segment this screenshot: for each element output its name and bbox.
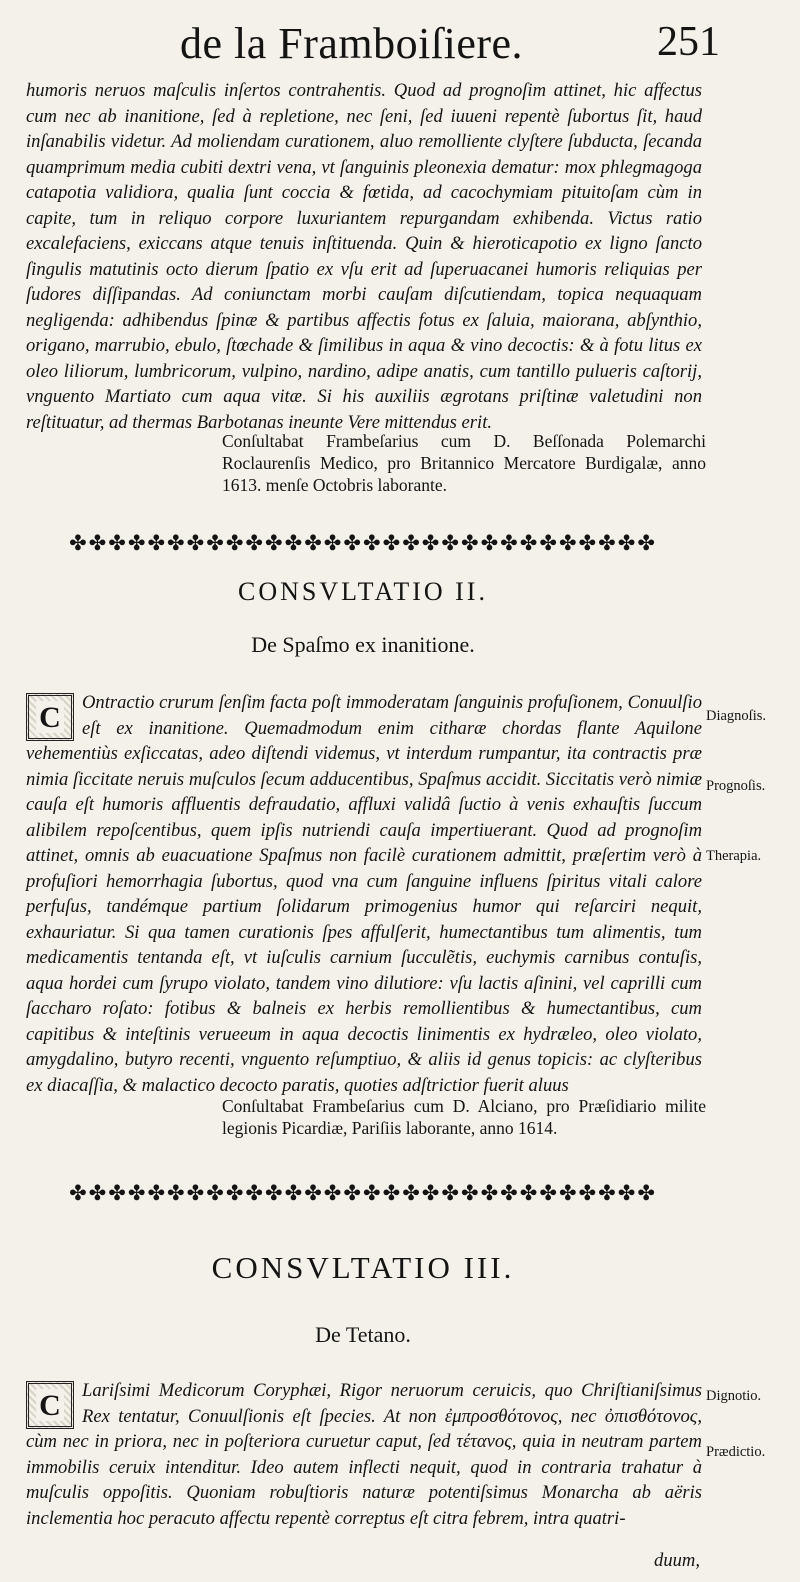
- section1-text: [26, 78, 702, 435]
- page-header: [180, 18, 720, 74]
- catchword: duum,: [654, 1550, 700, 1571]
- consultatio2-note: Conſultabat Frambeſarius cum D. Alciano, pro Præſidiario milite legionis Picardiæ, Pariſiis laborante, anno 1614.: [222, 1096, 706, 1138]
- section1-paragraph: humoris neruos maſculis inſertos contrahentis. Quod ad prognoſim attinet, hic affectus cum nec ab inanitione, ſed à repletione, nec ſeni, ſed iuueni repentè ſubortus ſit, haud inſanabilis videtur. Ad moliendam curationem, aluo remolliente clyſtere ſubducta, ſecanda quamprimum media cubiti dextri vena, vt ſanguinis pleonexia dematur: mox phlegmagoga catapotia validiora, qualia ſunt coccia & fœtida, ad cacochymiam pituitoſam cùm in capite, tum in reliquo corpore luxuriantem repurgandam exhibenda. Victus ratio excalefaciens, exiccans atque tenuis inſtituenda. Quin & hieroticapotio ex ligno ſancto ſingulis matutinis octo dierum ſpatio ex vſu erit ad ſuperuacanei humoris reliquias per ſudores diſſipandas. Ad coniunctam morbi cauſam diſcutiendam, topica nequaquam negligenda: adhibendus ſpinæ & partibus affectis fotus ex ſaluia, maiorana, abſynthio, origano, marrubio, ebulo, ſtœchade & ſimilibus in aqua & vino decoctis: & à fotu litus ex oleo liliorum, lumbricorum, vulpino, nardino, adipe anatis, cum tantillo pulueris caſtorij, vnguento Martiato cum aqua vitæ. Si his auxiliis ægrotans priſtinæ valetudini non reſtituatur, ad thermas Barbotanas ineunte Vere mittendus erit.: [26, 80, 702, 433]
- drop-cap-initial: [26, 1381, 74, 1429]
- drop-cap-initial: [26, 693, 74, 741]
- consultatio2-text: [26, 690, 702, 1098]
- consultatio2-subheading: De Spaſmo ex inanitione.: [251, 632, 475, 657]
- ornament-divider: ✤✤✤✤✤✤✤✤✤✤✤✤✤✤✤✤✤✤✤✤✤✤✤✤✤✤✤✤✤✤: [69, 1181, 657, 1205]
- consultatio2-paragraph: Ontractio crurum ſenſim facta poſt immoderatam ſanguinis profuſionem, Conuulſio eſt ex inanitione. Quemadmodum enim citharæ chordas flante Aquilone vehementiùs exſiccatas, adeo diſtendi videmus, vt interdum rumpantur, ita contractis præ nimia ſiccitate neruis muſculos ſecum adducentibus, Spaſmus accidit. Siccitatis verò nimiæ cauſa eſt humoris affluentis defraudatio, affluxi validâ ſuctio à venis exhauſtis ſuccum alibilem repoſcentibus, quem ipſis nutriendi cauſa impertiuerant. Quod ad prognoſim attinet, omnis ab euacuatione Spaſmus non facilè curationem admittit, præſertim verò à profuſiori hemorrhagia ſubortus, quod vna cum ſanguine influens ſpiritus vitali calore perfuſus, tandémque partium ſolidarum primogenius humor qui reſarciri nequit, exhauriatur. Si qua tamen curationis ſpes affulſerit, humectantibus tum alimentis, tum medicamentis tentanda eſt, vt iuſculis carnium ſucculẽtis, euchymis carnibus contuſis, aqua hordei cum ſyrupo violato, tandem vino dilutiore: vſu lactis aſinini, vel caprilli cum ſaccharo roſato: fotibus & balneis ex herbis remollientibus & humectantibus, cum capitibus & inteſtinis verueeum in aqua decoctis linimentis ex hydræleo, oleo violato, amygdalino, butyro recenti, vnguento reſumptiuo, & aliis id genus topicis: ac clyſteribus ex diacaſſia, & malactico decocto paratis, quoties adſtrictior fuerit aluus: [26, 692, 702, 1096]
- margin-note-diagnosis: Diagnoſis.: [706, 708, 767, 724]
- margin-note-praedictio: Prædictio.: [706, 1444, 766, 1460]
- ornament-divider: ✤✤✤✤✤✤✤✤✤✤✤✤✤✤✤✤✤✤✤✤✤✤✤✤✤✤✤✤✤✤: [69, 531, 657, 555]
- drop-cap-letter: C: [36, 1389, 64, 1421]
- running-title: de la Framboiſiere.: [180, 19, 524, 68]
- margin-note-prognosis: Prognoſis.: [706, 778, 766, 794]
- section1-note: Conſultabat Frambeſarius cum D. Beſſonada Polemarchi Roclaurenſis Medico, pro Britannico Mercatore Burdigalæ, anno 1613. menſe Octobris laborante.: [222, 431, 706, 495]
- page-number: 251: [657, 19, 720, 65]
- consultatio3-paragraph: Lariſsimi Medicorum Coryphæi, Rigor neruorum ceruicis, quo Chriſtianiſsimus Rex tentatur, Conuulſionis eſt ſpecies. At non ἐμπροσθότονος, nec ὀπισθότονος, cùm nec in priora, nec in poſteriora curuetur caput, ſed τέτανος, quia in neutram partem immobilis ceruix intenditur. Ideo autem inflecti nequit, quod in contraria trahatur à muſculis oppoſitis. Quoniam robuſtioris naturæ potentiſsimus Monarcha ab aëris inclementia hoc peracuto affectu repentè correptus eſt citra febrem, intra quatri-: [26, 1380, 702, 1529]
- consultatio3-subheading: De Tetano.: [315, 1322, 411, 1347]
- margin-note-dignotio: Dignotio.: [706, 1388, 762, 1404]
- consultatio3-text: [26, 1378, 702, 1531]
- consultatio3-heading: CONSVLTATIO III.: [211, 1250, 515, 1285]
- margin-note-therapia: Therapia.: [706, 848, 762, 864]
- drop-cap-letter: C: [36, 701, 64, 733]
- consultatio2-heading: CONSVLTATIO II.: [238, 577, 488, 606]
